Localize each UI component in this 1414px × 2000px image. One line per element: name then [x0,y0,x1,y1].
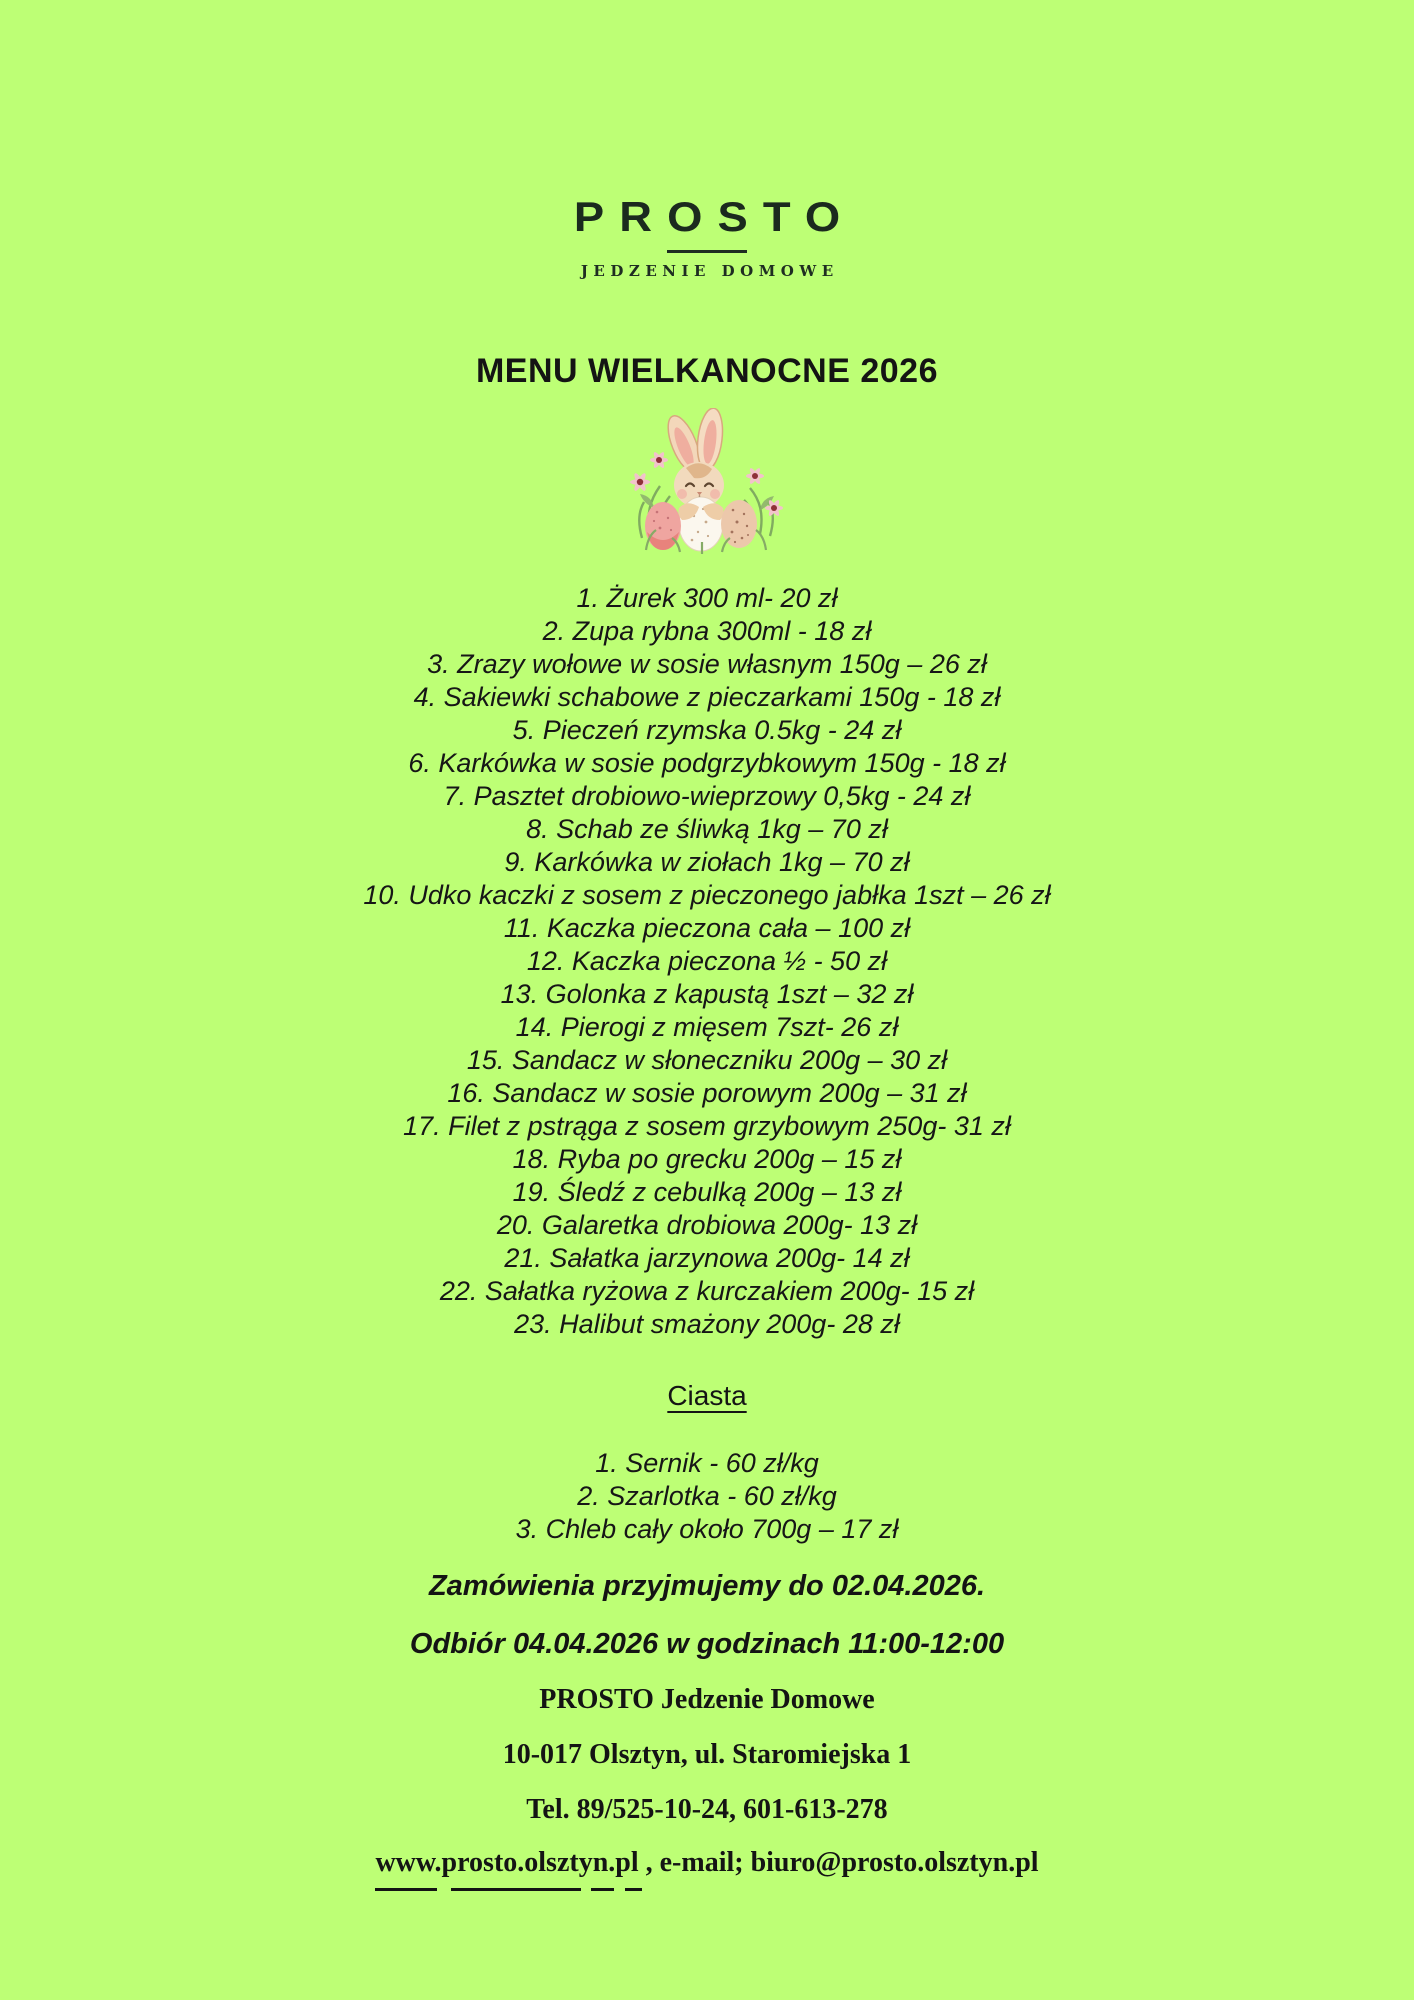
menu-item: 6. Karkówka w sosie podgrzybkowym 150g - 18 zł [408,748,1006,778]
menu-item: 11. Kaczka pieczona cała – 100 zł [503,913,911,943]
logo-underline-rule [667,250,747,253]
easter-bunny-illustration [0,408,1414,560]
menu-item: 9. Karkówka w ziołach 1kg – 70 zł [504,847,910,877]
easter-bunny-image [602,408,812,560]
cakes-heading: Ciasta [667,1380,747,1411]
cake-item: 3. Chleb cały około 700g – 17 zł [515,1514,899,1544]
link-underline-segment [451,1888,581,1891]
menu-item: 22. Sałatka ryżowa z kurczakiem 200g- 15 zł [439,1276,975,1306]
company-name: PROSTO Jedzenie Domowe [539,1684,875,1715]
company-address: 10-017 Olsztyn, ul. Staromiejska 1 [502,1739,912,1770]
cake-item: 2. Szarlotka - 60 zł/kg [577,1481,837,1511]
menu-item: 2. Zupa rybna 300ml - 18 zł [542,616,872,646]
menu-item: 23. Halibut smażony 200g- 28 zł [514,1309,900,1339]
logo-tagline: JEDZENIE DOMOWE [580,262,839,280]
menu-item: 10. Udko kaczki z sosem z pieczonego jabłka 1szt – 26 zł [363,880,1051,910]
website-link[interactable] [375,1847,638,1879]
cakes-list [0,1447,1414,1546]
menu-item: 13. Golonka z kapustą 1szt – 32 zł [500,979,914,1009]
menu-item: 18. Ryba po grecku 200g – 15 zł [512,1144,902,1174]
cake-item: 1. Sernik - 60 zł/kg [595,1448,819,1478]
website-text: www.prosto.olsztyn.pl [375,1847,639,1878]
orders-deadline-note: Zamówienia przyjmujemy do 02.04.2026. [428,1570,986,1602]
pickup-time-note: Odbiór 04.04.2026 w godzinach 11:00-12:00 [409,1628,1005,1660]
menu-item: 16. Sandacz w sosie porowym 200g – 31 zł [447,1078,967,1108]
link-underline-segment [375,1888,437,1891]
logo [0,193,1414,280]
menu-item: 1. Żurek 300 ml- 20 zł [576,583,838,613]
menu-item: 21. Sałatka jarzynowa 200g- 14 zł [504,1243,910,1273]
menu-item: 19. Śledź z cebulką 200g – 13 zł [512,1177,902,1207]
menu-item: 14. Pierogi z mięsem 7szt- 26 zł [515,1012,899,1042]
link-underline-segment [591,1888,614,1891]
email-text: , e-mail; biuro@prosto.olsztyn.pl [638,1847,1039,1878]
menu-item: 8. Schab ze śliwką 1kg – 70 zł [526,814,888,844]
menu-item: 15. Sandacz w słoneczniku 200g – 30 zł [466,1045,948,1075]
menu-item: 17. Filet z pstrąga z sosem grzybowym 250g- 31 zł [403,1111,1011,1141]
menu-item: 5. Pieczeń rzymska 0.5kg - 24 zł [512,715,902,745]
menu-item: 12. Kaczka pieczona ½ - 50 zł [526,946,888,976]
page-title: MENU WIELKANOCNE 2026 [475,352,938,390]
link-underline-segment [625,1888,642,1891]
menu-item: 3. Zrazy wołowe w sosie własnym 150g – 26 zł [427,649,987,679]
logo-prosto-text: PROSTO [573,193,856,240]
menu-items-list [0,582,1414,1341]
phone-numbers: Tel. 89/525-10-24, 601-613-278 [526,1794,888,1825]
menu-item: 20. Galaretka drobiowa 200g- 13 zł [496,1210,918,1240]
menu-item: 4. Sakiewki schabowe z pieczarkami 150g - 18 zł [413,682,1001,712]
web-email-line [0,1847,1414,1879]
menu-item: 7. Pasztet drobiowo-wieprzowy 0,5kg - 24 zł [443,781,971,811]
